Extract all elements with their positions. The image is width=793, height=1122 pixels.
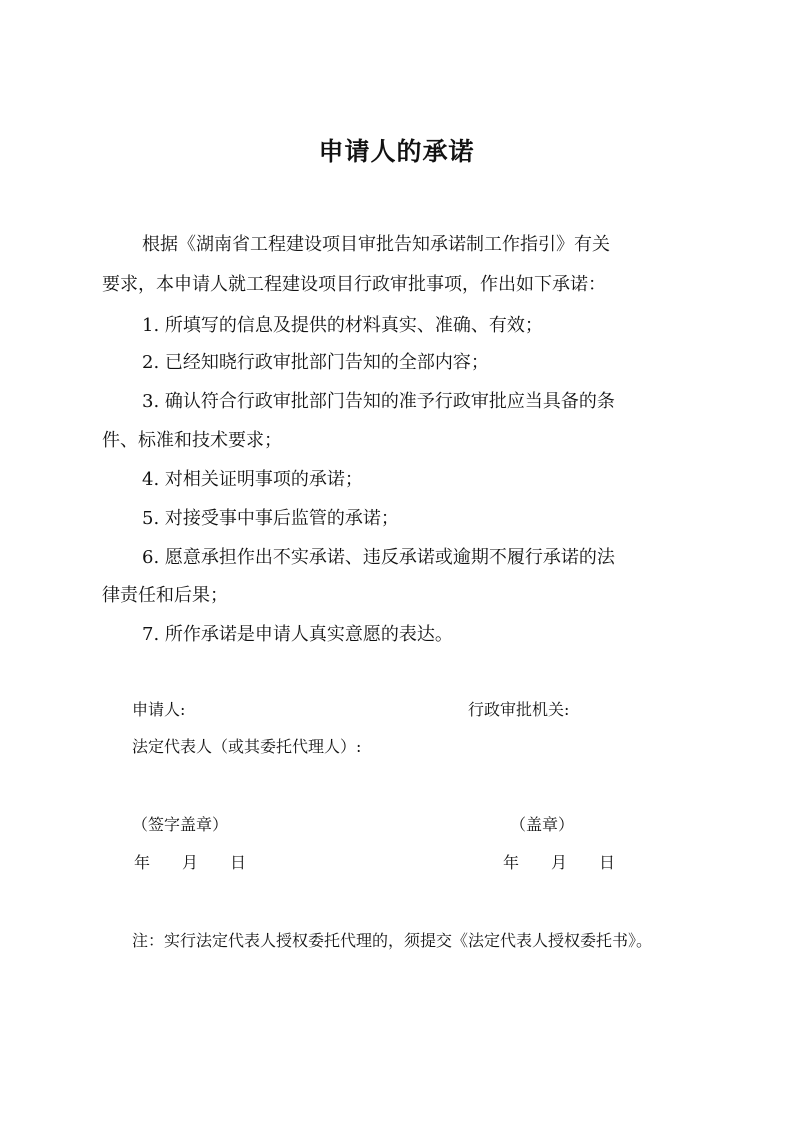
intro-line-2: 要求，本申请人就工程建设项目行政审批事项，作出如下承诺：: [102, 274, 606, 295]
commitment-item-3: 3. 确认符合行政审批部门告知的准予行政审批应当具备的条: [142, 391, 615, 412]
commitment-item-2: 2. 已经知晓行政审批部门告知的全部内容；: [142, 352, 489, 373]
commitment-item-3-cont: 件、标准和技术要求；: [102, 430, 282, 451]
commitment-item-4: 4. 对相关证明事项的承诺；: [142, 469, 363, 490]
authority-date: 年 月 日: [503, 853, 616, 872]
note: 注：实行法定代表人授权委托代理的，须提交《法定代表人授权委托书》。: [132, 931, 653, 950]
commitment-item-6-cont: 律责任和后果；: [102, 585, 228, 606]
commitment-item-1: 1. 所填写的信息及提供的材料真实、准确、有效；: [142, 315, 543, 336]
applicant-label: 申请人:: [132, 700, 186, 719]
authority-label: 行政审批机关:: [468, 700, 570, 719]
applicant-date: 年 月 日: [134, 853, 247, 872]
legal-rep-label: 法定代表人（或其委托代理人）:: [132, 737, 362, 756]
commitment-item-7: 7. 所作承诺是申请人真实意愿的表达。: [142, 624, 453, 645]
commitment-item-5: 5. 对接受事中事后监管的承诺；: [142, 508, 399, 529]
commitment-item-6: 6. 愿意承担作出不实承诺、违反承诺或逾期不履行承诺的法: [142, 547, 615, 568]
intro-line-1: 根据《湖南省工程建设项目审批告知承诺制工作指引》有关: [142, 234, 610, 255]
authority-seal: （盖章）: [510, 815, 575, 834]
applicant-seal: （签字盖章）: [132, 815, 229, 834]
document-title: 申请人的承诺: [318, 137, 475, 166]
